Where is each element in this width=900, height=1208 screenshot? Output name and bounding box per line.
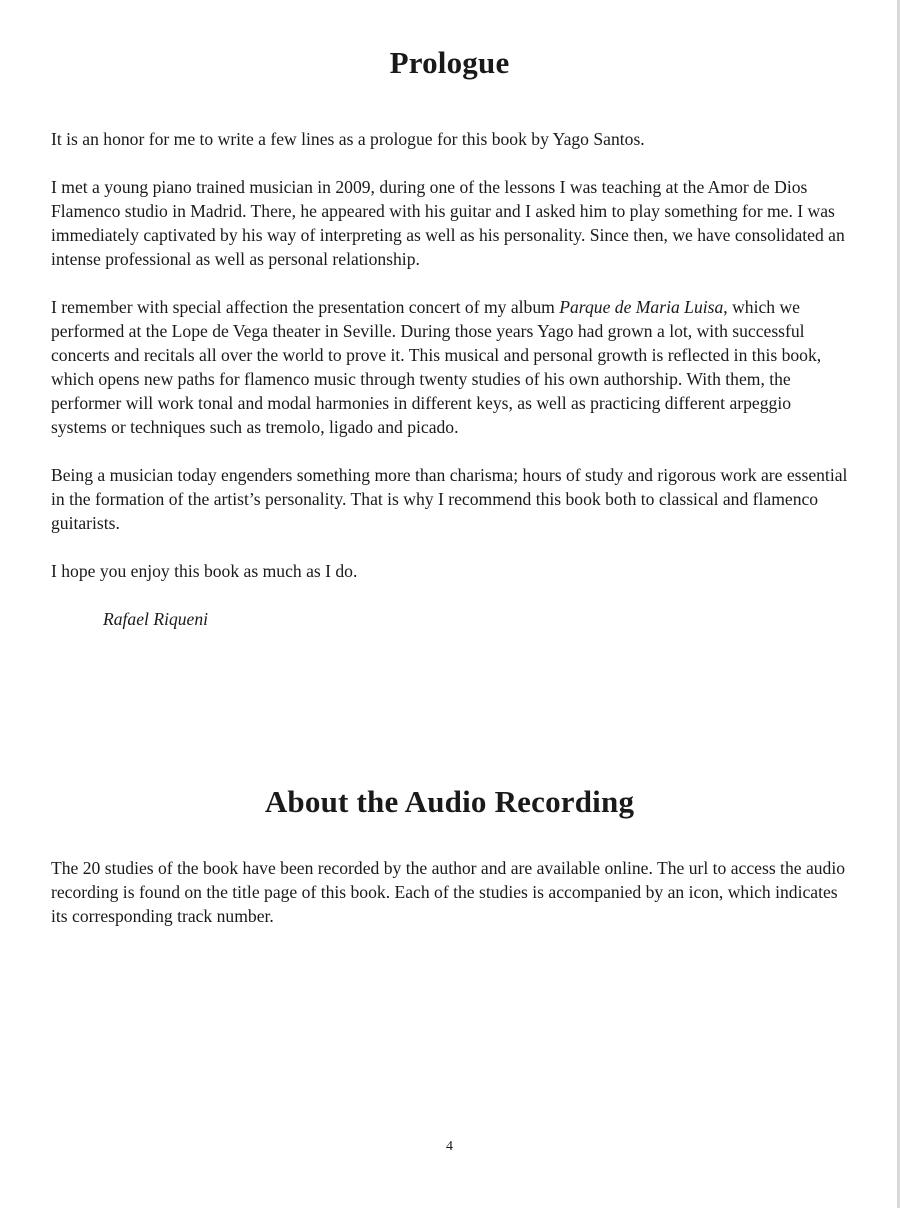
prologue-heading: Prologue (389, 45, 510, 80)
prologue-paragraph-1: It is an honor for me to write a few lines as a prologue for this book by Yago Santos. (51, 129, 645, 149)
audio-heading: About the Audio Recording (264, 784, 635, 819)
page-number: 4 (446, 1139, 453, 1154)
prologue-paragraph-2: I met a young piano trained musician in 2009, during one of the lessons I was teaching at the Amor de Dios Flamenco studio in Madrid. There, he appeared with his guitar and I asked him to play something for me. I was immediately captivated by his way of interpreting as well as his personality. Since then, we have consolidated an intense professional as well as personal relationship. (51, 177, 845, 269)
prologue-paragraph-3-rest: , which we performed at the Lope de Vega theater in Seville. During those years Yago had grown a lot, with successful concerts and recitals all over the world to prove it. This musical and personal growth is reflected in this book, which opens new paths for flamenco music through twenty studies of his own authorship. With them, the performer will work tonal and modal harmonies in different keys, as well as practicing different arpeggio systems or techniques such as tremolo, ligado and picado. (51, 297, 822, 437)
prologue-paragraph-5: I hope you enjoy this book as much as I do. (51, 561, 358, 581)
prologue-paragraph-3-intro: I remember with special affection the presentation concert of my album (51, 297, 560, 317)
album-title: Parque de Maria Luisa (559, 297, 724, 317)
audio-body (51, 856, 848, 952)
prologue-body (51, 127, 848, 631)
prologue-paragraph-4: Being a musician today engenders something more than charisma; hours of study and rigorous work are essential in the formation of the artist’s personality. That is why I recommend this book both to classical and flamenco guitarists. (51, 465, 848, 533)
prologue-paragraph-3 (51, 295, 848, 439)
signature: Rafael Riqueni (103, 609, 209, 629)
audio-paragraph: The 20 studies of the book have been recorded by the author and are available online. The url to access the audio recording is found on the title page of this book. Each of the studies is accompanied by an icon, which indicates its corresponding track number. (51, 858, 846, 926)
